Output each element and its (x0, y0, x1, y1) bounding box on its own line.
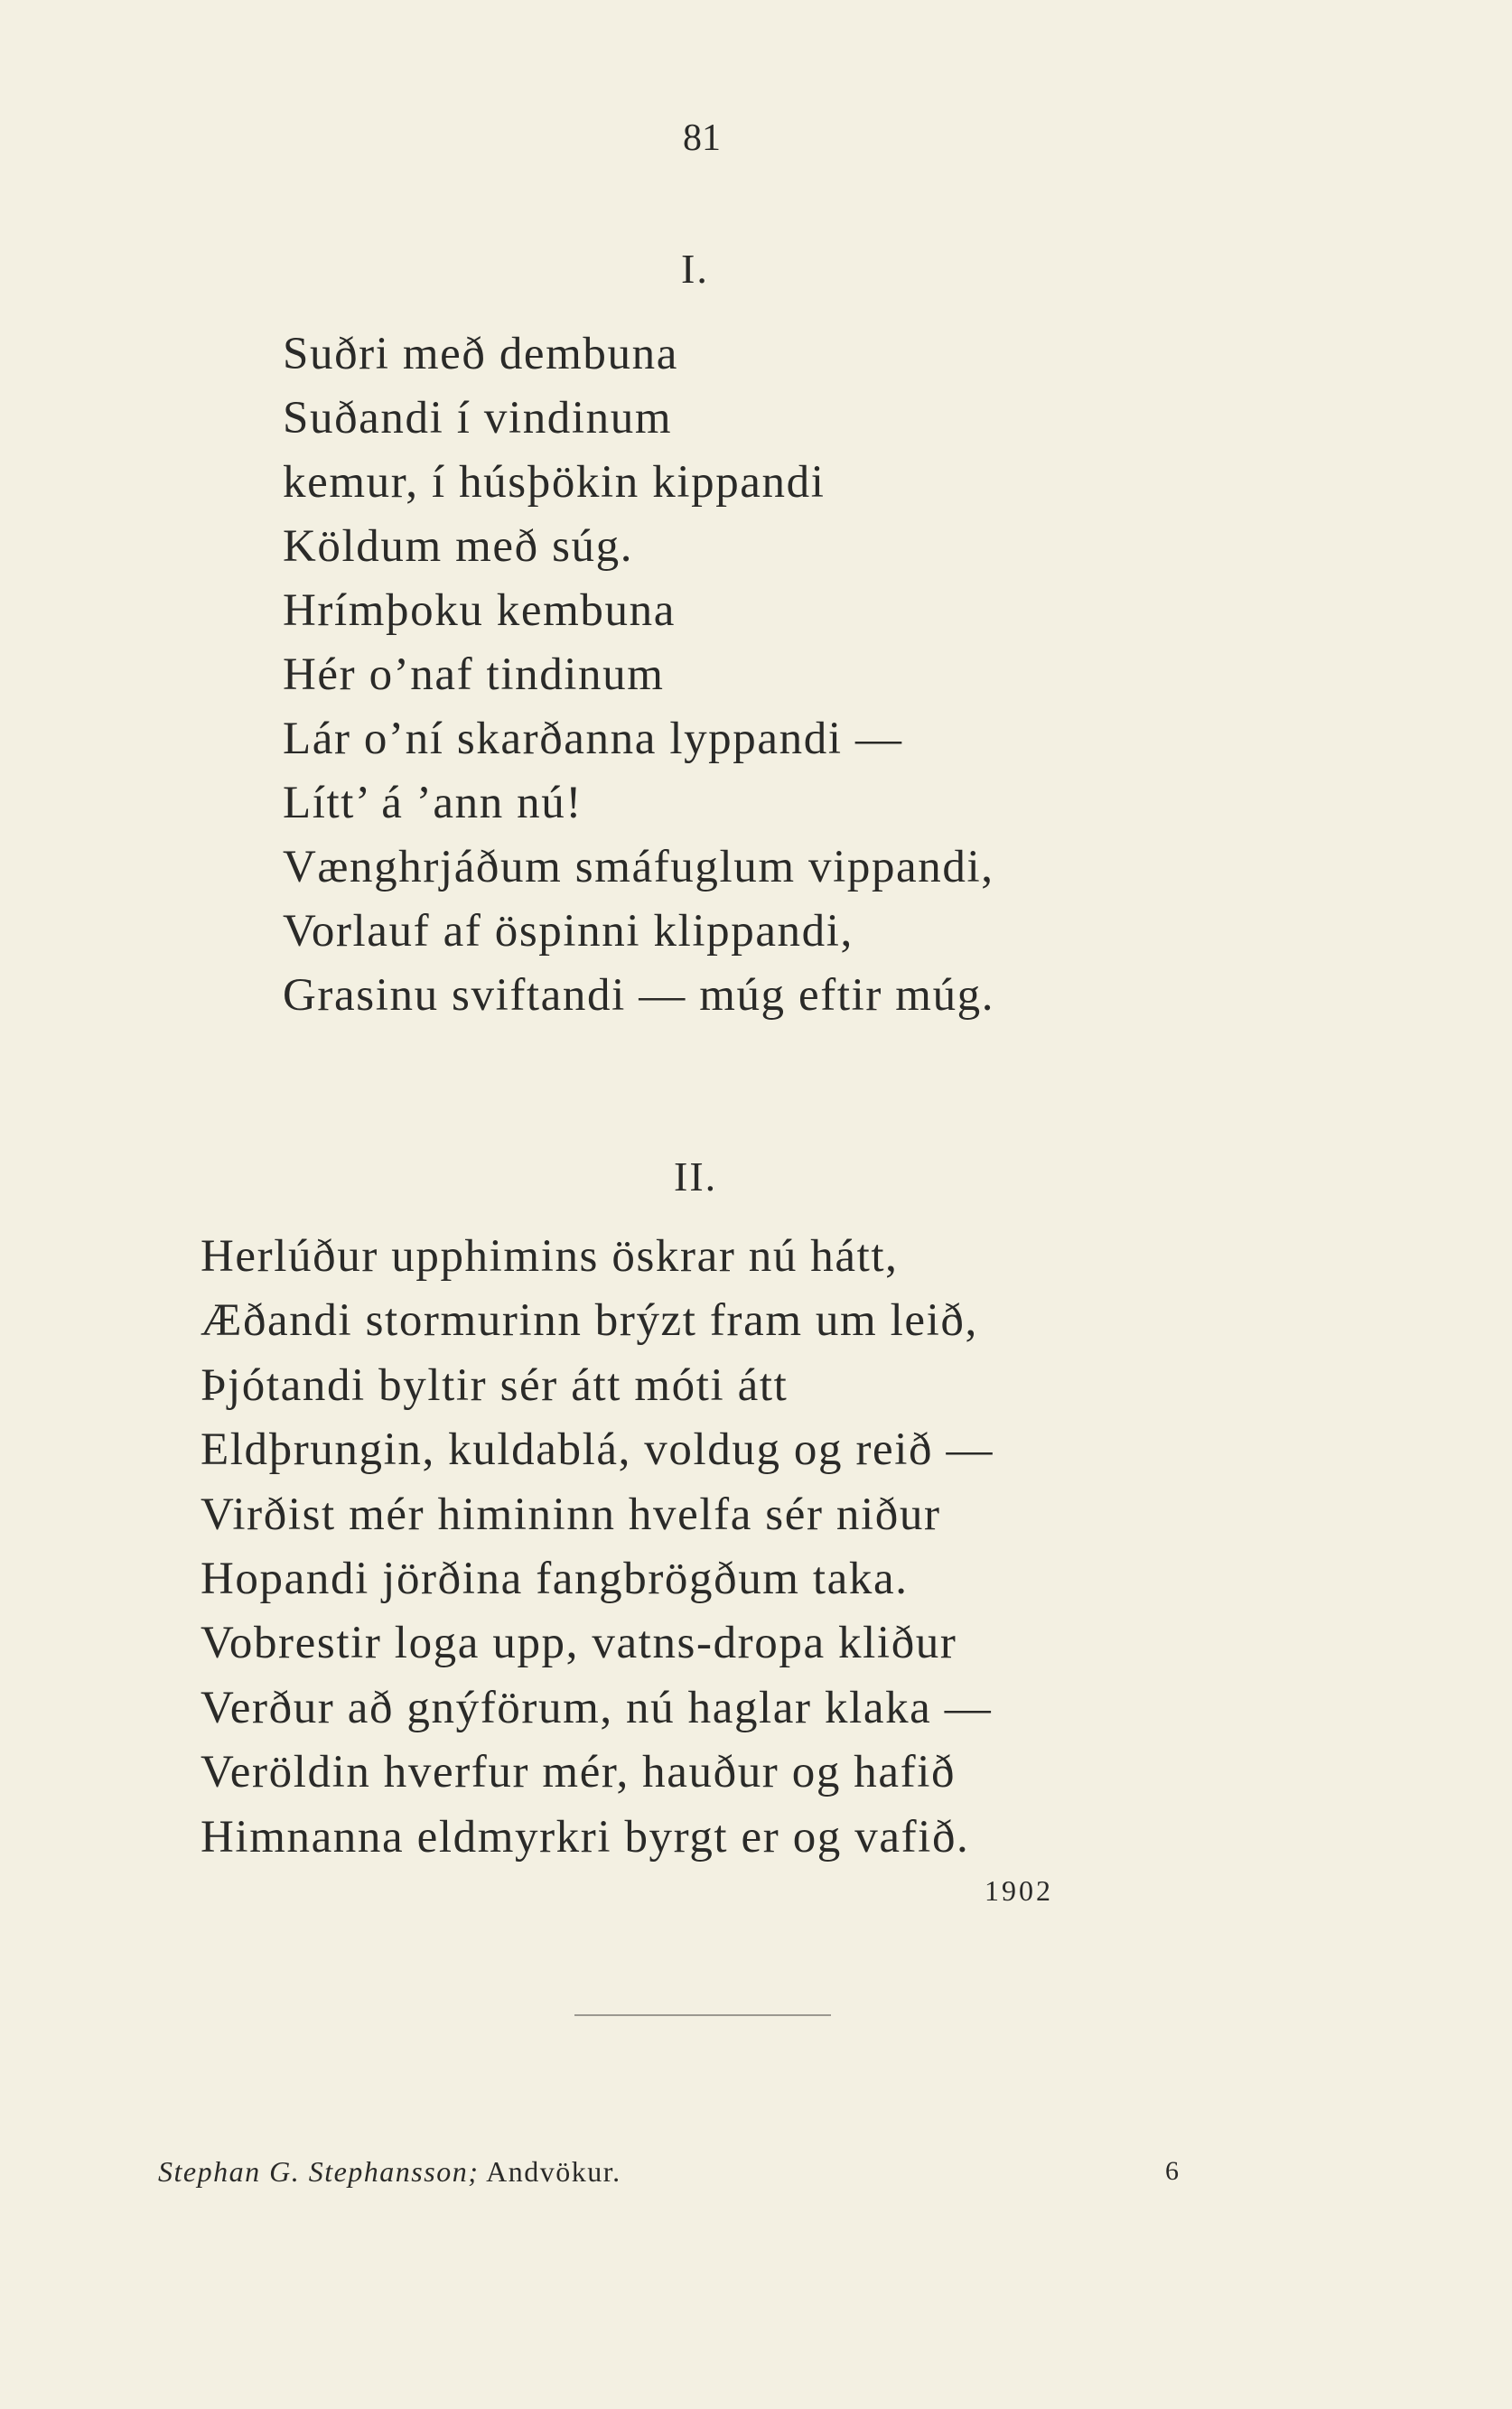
poem-section-1 (283, 322, 994, 1028)
verse-line: Þjótandi byltir sér átt móti átt (201, 1359, 789, 1411)
verse-line: Lár o’ní skarðanna lyppandi — (283, 714, 903, 764)
verse-line: Himnanna eldmyrkri byrgt er og vafið. (201, 1811, 970, 1863)
verse-line: Vorlauf af öspinni klippandi, (283, 906, 854, 957)
verse-line: Virðist mér himininn hvelfa sér niður (201, 1489, 941, 1540)
verse-line: Hopandi jörðina fangbrögðum taka. (201, 1553, 909, 1604)
verse-line: Veröldin hverfur mér, hauður og hafið (201, 1747, 957, 1798)
verse-line: Vobrestir loga upp, vatns-dropa kliður (201, 1618, 957, 1669)
verse-line: Vænghrjáðum smáfuglum vippandi, (283, 842, 994, 892)
section-heading-2: II. (674, 1153, 718, 1200)
footer-book-title: Andvökur. (486, 2155, 621, 2188)
footer-divider (574, 2014, 831, 2016)
verse-line: Lítt’ á ’ann nú! (283, 778, 583, 828)
verse-line: Eldþrungin, kuldablá, voldug og reið — (201, 1424, 994, 1476)
verse-line: Verður að gnýförum, nú haglar klaka — (201, 1682, 993, 1733)
section-heading-1: I. (681, 246, 709, 292)
verse-line: Suðri með dembuna (283, 329, 678, 379)
verse-line: kemur, í húsþökin kippandi (283, 457, 826, 508)
verse-line: Suðandi í vindinum (283, 393, 673, 444)
verse-line: Köldum með súg. (283, 521, 634, 572)
footer-author: Stephan G. Stephansson; (158, 2155, 480, 2188)
verse-line: Hér o’naf tindinum (283, 649, 665, 700)
poem-section-2 (201, 1225, 994, 1870)
verse-line: Hrímþoku kembuna (283, 585, 676, 636)
verse-line: Herlúður upphimins öskrar nú hátt, (201, 1231, 899, 1282)
poem-date: 1902 (985, 1874, 1053, 1907)
verse-line: Æðandi stormurinn brýzt fram um leið, (201, 1295, 978, 1347)
page-number: 81 (683, 117, 721, 159)
footer-credit (158, 2152, 621, 2191)
verse-line: Grasinu sviftandi — múg eftir múg. (283, 970, 995, 1021)
signature-mark: 6 (1165, 2156, 1179, 2186)
